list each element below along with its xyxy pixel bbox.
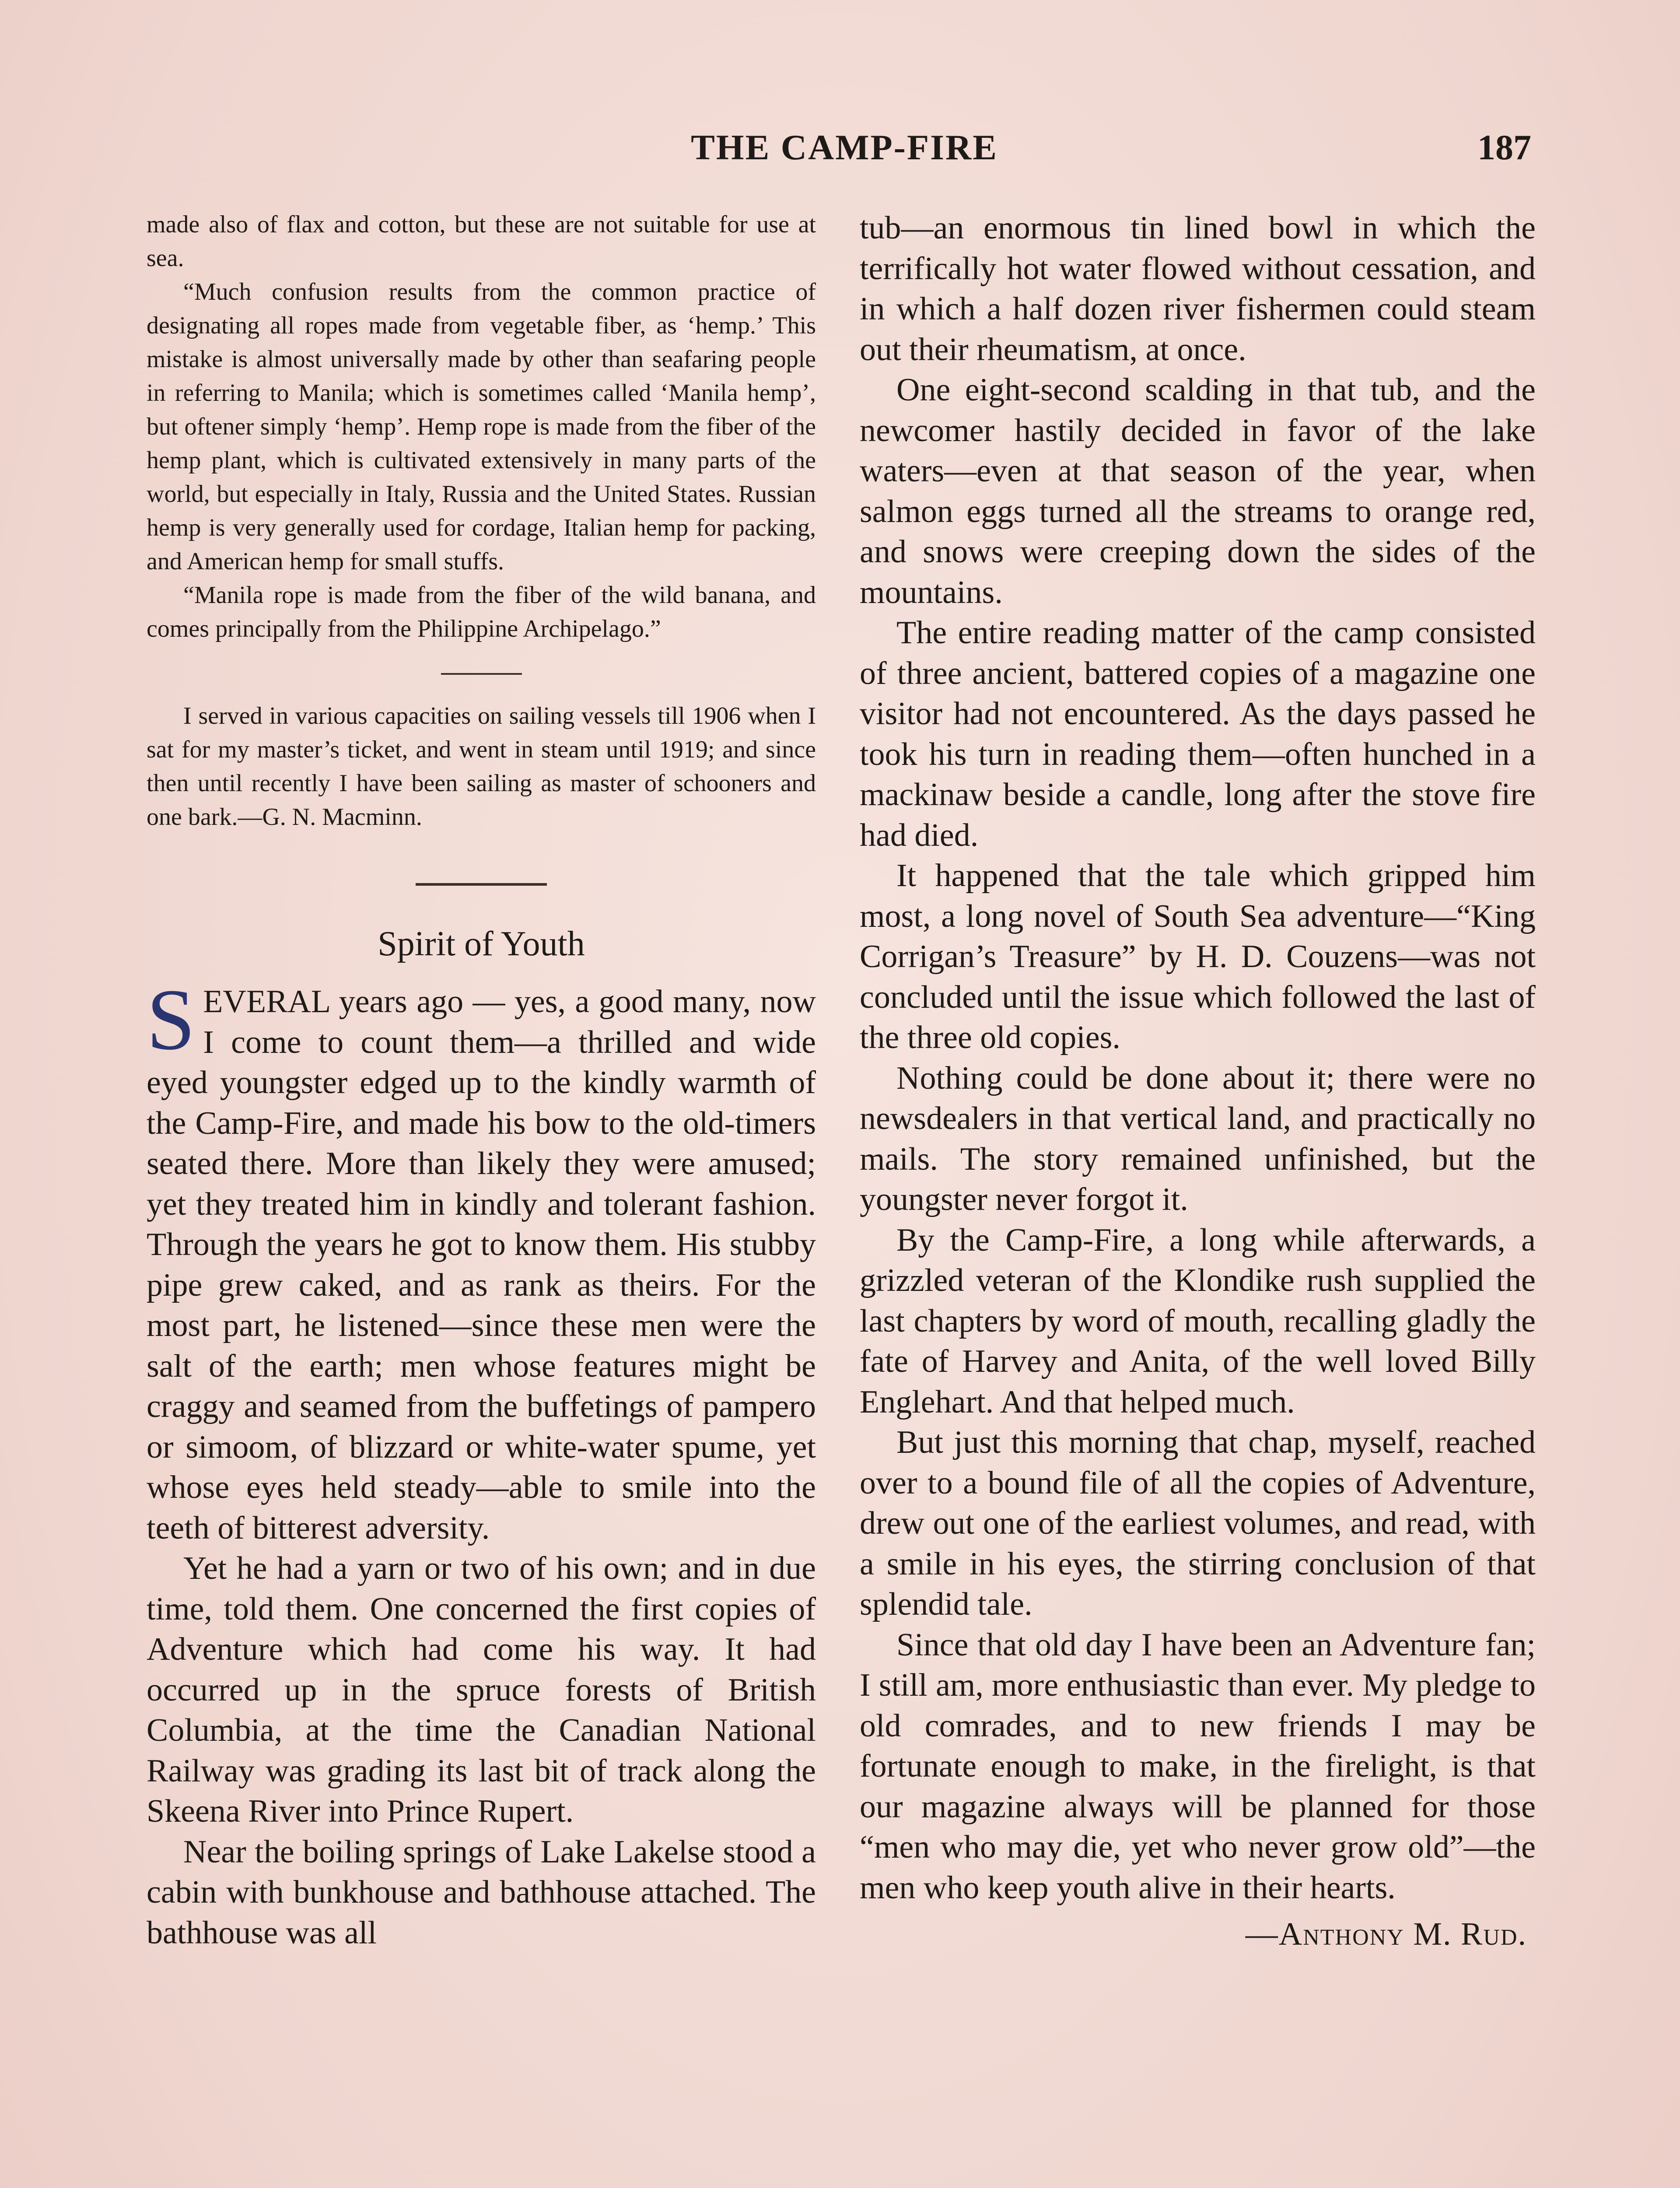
article-paragraph: But just this morning that chap, myself, reached over to a bound file of all the copies of Adventure, drew out one of the earliest volumes, and read, with a smile in his eyes, the stirring conclusion of that splendid tale.: [860, 1424, 1536, 1622]
first-paragraph-text: EVERAL years ago — yes, a good many, now I come to count them—a thrilled and wide eyed youngster edged up to the kindly warmth of the Camp-Fire, and made his bow to the old-timers seated there. More than likely they were amused; yet they treated him in kindly and tolerant fashion. Through the years he got to know them. His stubby pipe grew caked, and as rank as theirs. For the most part, he listened—since these men were the salt of the earth; men whose features might be craggy and seamed from the buffetings of pampero or simoom, of blizzard or white-water spume, yet whose eyes held steady—able to smile into the teeth of bitterest adversity.: [147, 984, 816, 1546]
page-number: 187: [1477, 127, 1531, 167]
letter-excerpt: [147, 208, 816, 834]
note-paragraph: I served in various capacities on sailing vessels till 1906 when I sat for my master’s ticket, and went in steam until 1919; and since then until recently I have been sailing as master of schooners and one bark.—G. N. Macminn.: [147, 702, 816, 831]
section-title: Spirit of Youth: [378, 925, 585, 963]
article-paragraph: Near the boiling springs of Lake Lakelse stood a cabin with bunkhouse and bathhouse attached. The bathhouse was all: [147, 1834, 816, 1951]
letter-paragraph: made also of flax and cotton, but these are not suitable for use at sea.: [147, 211, 816, 272]
article-paragraph: One eight-second scalding in that tub, and the newcomer hastily decided in favor of the lake waters—even at that season of the year, when salmon eggs turned all the streams to orange red, and snows were creeping down the sides of the mountains.: [860, 372, 1536, 610]
article-paragraph: Yet he had a yarn or two of his own; and in due time, told them. One concerned the first copies of Adventure which had come his way. It had occurred up in the spruce forests of British Columbia, at the time the Canadian National Railway was grading its last bit of track along the Skeena River into Prince Rupert.: [147, 1550, 816, 1829]
article-paragraph: Since that old day I have been an Adventure fan; I still am, more enthusiastic than ever. My pledge to old comrades, and to new friends I may be fortunate enough to make, in the firelight, is that our magazine always will be planned for those “men who may die, yet who never grow old”—the men who keep youth alive in their hearts.: [860, 1627, 1536, 1906]
article-body-right: [860, 208, 1536, 1955]
article-paragraph: It happened that the tale which gripped him most, a long novel of South Sea adventure—“King Corrigan’s Treasure” by H. D. Couzens—was not concluded until the issue which followed the last of the three old copies.: [860, 858, 1536, 1055]
article-body-left: [147, 971, 816, 1953]
section-divider: [441, 673, 522, 675]
running-head: [144, 127, 1544, 175]
article-paragraph: [147, 971, 816, 1548]
drop-cap: S: [147, 971, 196, 1068]
article-paragraph: tub—an enormous tin lined bowl in which the terrifically hot water flowed without cessation, and in which a half dozen river fishermen could steam out their rheumatism, at once.: [860, 210, 1536, 368]
author-signature: —Anthony M. Rud.: [1245, 1916, 1527, 1952]
letter-paragraph: “Much confusion results from the common practice of designating all ropes made from vegetable fiber, as ‘hemp.’ This mistake is almost universally made by other than seafaring people in referring to Manila; which is sometimes called ‘Manila hemp’, but oftener simply ‘hemp’. Hemp rope is made from the fiber of the hemp plant, which is cultivated extensively in many parts of the world, but especially in Italy, Russia and the United States. Russian hemp is very generally used for cordage, Italian hemp for packing, and American hemp for small stuffs.: [147, 278, 816, 575]
article-paragraph: Nothing could be done about it; there were no newsdealers in that vertical land, and practically no mails. The story remained unfinished, but the youngster never forgot it.: [860, 1060, 1536, 1217]
section-divider-double: [416, 883, 547, 886]
letter-paragraph: “Manila rope is made from the fiber of the wild banana, and comes principally from the Philippine Archipelago.”: [147, 582, 816, 642]
article-paragraph: By the Camp-Fire, a long while afterwards, a grizzled veteran of the Klondike rush supplied the last chapters by word of mouth, recalling gladly the fate of Harvey and Anita, of the well loved Billy Englehart. And that helped much.: [860, 1222, 1536, 1420]
page-title: THE CAMP-FIRE: [691, 127, 998, 167]
left-column: [147, 208, 816, 1953]
article-paragraph: The entire reading matter of the camp consisted of three ancient, battered copies of a magazine one visitor had not encountered. As the days passed he took his turn in reading them—often hunched in a mackinaw beside a candle, long after the stove fire had died.: [860, 615, 1536, 853]
right-column: [860, 208, 1536, 1955]
